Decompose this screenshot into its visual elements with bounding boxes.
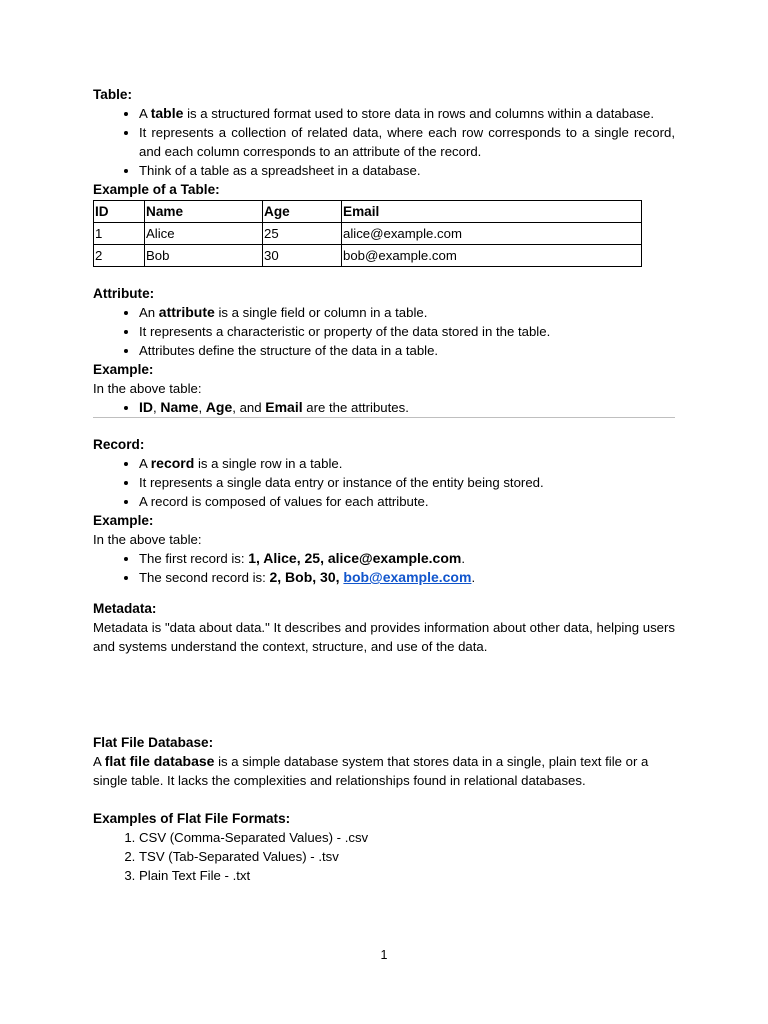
- list-item: • A table is a structured format used to store data in rows and columns within a database.: [139, 104, 675, 123]
- table-bullets: [93, 104, 675, 180]
- table-example-heading: Example of a Table:: [93, 182, 220, 197]
- record-example-heading: Example:: [93, 513, 154, 528]
- flatfile-heading: Flat File Database:: [93, 735, 214, 750]
- column-header: Email: [342, 201, 642, 223]
- list-item: 3. Plain Text File - .txt: [139, 866, 675, 885]
- document-page: [93, 85, 675, 885]
- table-heading: Table:: [93, 87, 133, 102]
- table-cell: 1: [94, 223, 145, 245]
- list-item: • ID, Name, Age, and Email are the attributes.: [139, 398, 675, 417]
- table-cell: 2: [94, 245, 145, 267]
- table-row: [94, 223, 642, 245]
- record-bullets: [93, 454, 675, 511]
- table-cell: bob@example.com: [342, 245, 642, 267]
- list-item: • It represents a collection of related data, where each row corresponds to a single record, and each column corresponds to an attribute of the record.: [139, 123, 675, 161]
- attribute-heading: Attribute:: [93, 286, 155, 301]
- list-item: • Think of a table as a spreadsheet in a database.: [139, 161, 675, 180]
- list-item: 2. TSV (Tab-Separated Values) - .tsv: [139, 847, 675, 866]
- list-item: • A record is a single row in a table.: [139, 454, 675, 473]
- page-number: 1: [380, 948, 388, 962]
- flatfile-formats-heading: Examples of Flat File Formats:: [93, 811, 291, 826]
- example-table: [93, 200, 642, 267]
- list-item: • A record is composed of values for each attribute.: [139, 492, 675, 511]
- attribute-example-intro: In the above table:: [93, 381, 202, 396]
- table-cell: 25: [263, 223, 342, 245]
- column-header: Name: [145, 201, 263, 223]
- record-example-bullets: [93, 549, 675, 587]
- list-item: • Attributes define the structure of the data in a table.: [139, 341, 675, 360]
- record-heading: Record:: [93, 437, 145, 452]
- table-cell: Alice: [145, 223, 263, 245]
- flatfile-formats-list: [93, 828, 675, 885]
- attribute-bullets: [93, 303, 675, 360]
- list-item: 1. CSV (Comma-Separated Values) - .csv: [139, 828, 675, 847]
- attribute-example-heading: Example:: [93, 362, 154, 377]
- metadata-heading: Metadata:: [93, 601, 157, 616]
- table-cell: alice@example.com: [342, 223, 642, 245]
- table-header-row: [94, 201, 642, 223]
- flatfile-text: A flat file database is a simple database system that stores data in a single, plain text file or a single table. It lacks the complexities and relationships found in relational databases.: [93, 753, 649, 788]
- metadata-text: Metadata is "data about data." It describes and provides information about other data, helping users and systems understand the context, structure, and use of the data.: [93, 620, 675, 654]
- list-item: • An attribute is a single field or column in a table.: [139, 303, 675, 322]
- list-item: • The first record is: 1, Alice, 25, alice@example.com.: [139, 549, 675, 568]
- list-item: • It represents a single data entry or instance of the entity being stored.: [139, 473, 675, 492]
- column-header: Age: [263, 201, 342, 223]
- list-item: • It represents a characteristic or property of the data stored in the table.: [139, 322, 675, 341]
- table-cell: Bob: [145, 245, 263, 267]
- email-link[interactable]: bob@example.com: [343, 569, 472, 585]
- list-item: • The second record is: 2, Bob, 30, bob@example.com.: [139, 568, 675, 587]
- table-row: [94, 245, 642, 267]
- column-header: ID: [94, 201, 145, 223]
- record-example-intro: In the above table:: [93, 532, 202, 547]
- table-cell: 30: [263, 245, 342, 267]
- attribute-example-bullets: [93, 398, 675, 417]
